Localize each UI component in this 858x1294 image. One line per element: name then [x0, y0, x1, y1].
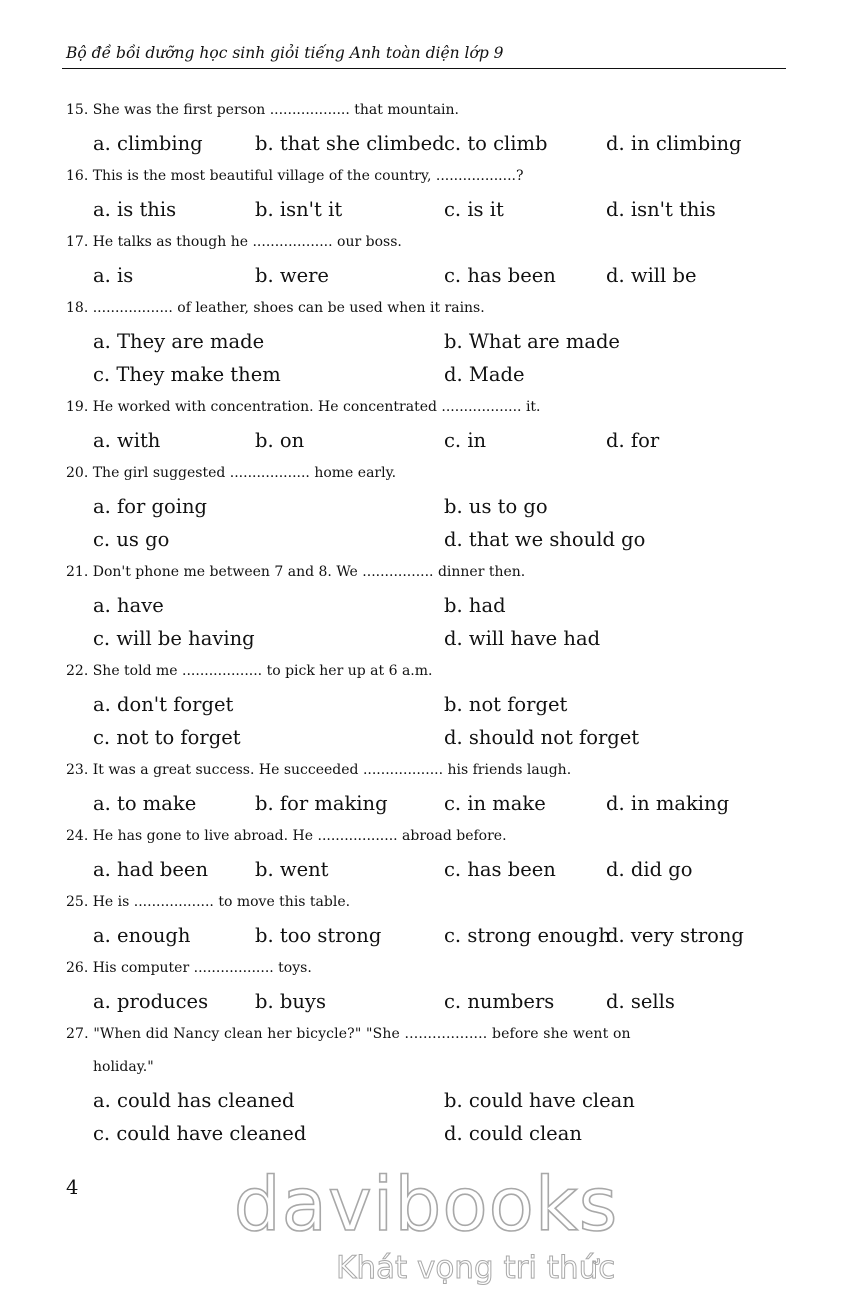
option-c: c. us go — [93, 528, 170, 551]
options-row — [66, 853, 788, 886]
question-text: 27. "When did Nancy clean her bicycle?" "She .................. before she went on — [66, 1026, 631, 1042]
options-row — [66, 127, 788, 160]
option-d: d. will be — [606, 264, 697, 287]
option-c: c. in — [444, 429, 487, 452]
option-d: d. sells — [606, 990, 675, 1013]
option-b: b. not forget — [444, 693, 568, 716]
option-b: b. isn't it — [255, 198, 343, 221]
option-c: c. could have cleaned — [93, 1122, 307, 1145]
options-row — [66, 919, 788, 952]
option-a: a. is — [93, 264, 134, 287]
option-d: d. will have had — [444, 627, 601, 650]
option-b: b. us to go — [444, 495, 548, 518]
options-row — [66, 787, 788, 820]
option-d: d. in climbing — [606, 132, 742, 155]
option-c: c. will be having — [93, 627, 255, 650]
question-text: 24. He has gone to live abroad. He .................. abroad before. — [66, 828, 507, 844]
option-b: b. on — [255, 429, 305, 452]
options-row — [66, 589, 788, 622]
option-c: c. has been — [444, 858, 556, 881]
question-text-continued: holiday." — [93, 1059, 154, 1075]
option-a: a. for going — [93, 495, 208, 518]
watermark-brand: davibooks — [233, 1162, 619, 1248]
option-b: b. that she climbed — [255, 132, 445, 155]
option-c: c. strong enough — [444, 924, 611, 947]
options-row — [66, 1084, 788, 1117]
option-a: a. climbing — [93, 132, 203, 155]
option-d: d. for — [606, 429, 660, 452]
page-number: 4 — [66, 1176, 79, 1199]
question-text: 20. The girl suggested .................. home early. — [66, 465, 397, 481]
options-row — [66, 193, 788, 226]
options-row — [66, 325, 788, 358]
option-b: b. had — [444, 594, 506, 617]
option-c: c. not to forget — [93, 726, 241, 749]
option-a: a. had been — [93, 858, 209, 881]
option-c: c. numbers — [444, 990, 555, 1013]
option-c: c. They make them — [93, 363, 281, 386]
option-a: a. have — [93, 594, 164, 617]
option-d: d. did go — [606, 858, 693, 881]
options-row — [66, 985, 788, 1018]
option-c: c. is it — [444, 198, 504, 221]
option-a: a. is this — [93, 198, 177, 221]
option-b: b. went — [255, 858, 329, 881]
option-b: b. buys — [255, 990, 326, 1013]
option-b: b. What are made — [444, 330, 620, 353]
option-d: d. in making — [606, 792, 730, 815]
question-text: 23. It was a great success. He succeeded .................. his friends laugh. — [66, 762, 572, 778]
option-d: d. isn't this — [606, 198, 716, 221]
option-d: d. very strong — [606, 924, 744, 947]
option-a: a. with — [93, 429, 161, 452]
option-c: c. in make — [444, 792, 546, 815]
option-c: c. to climb — [444, 132, 548, 155]
option-a: a. They are made — [93, 330, 265, 353]
option-a: a. to make — [93, 792, 197, 815]
question-text: 25. He is .................. to move this table. — [66, 894, 351, 910]
options-row — [66, 358, 788, 391]
options-row — [66, 721, 788, 754]
option-a: a. enough — [93, 924, 191, 947]
header-rule — [62, 68, 786, 69]
options-row — [66, 523, 788, 556]
option-d: d. Made — [444, 363, 525, 386]
options-row — [66, 424, 788, 457]
options-row — [66, 490, 788, 523]
running-header: Bộ đề bồi dưỡng học sinh giỏi tiếng Anh toàn diện lớp 9 — [66, 44, 504, 62]
option-b: b. for making — [255, 792, 388, 815]
question-text: 26. His computer .................. toys. — [66, 960, 312, 976]
question-text: 17. He talks as though he .................. our boss. — [66, 234, 402, 250]
option-a: a. could has cleaned — [93, 1089, 295, 1112]
option-b: b. could have clean — [444, 1089, 635, 1112]
option-a: a. produces — [93, 990, 209, 1013]
option-c: c. has been — [444, 264, 556, 287]
question-text: 19. He worked with concentration. He concentrated .................. it. — [66, 399, 541, 415]
option-d: d. could clean — [444, 1122, 582, 1145]
question-list — [66, 94, 788, 1150]
question-text: 18. .................. of leather, shoes can be used when it rains. — [66, 300, 485, 316]
question-text: 21. Don't phone me between 7 and 8. We ................ dinner then. — [66, 564, 526, 580]
option-b: b. were — [255, 264, 329, 287]
option-d: d. that we should go — [444, 528, 646, 551]
watermark-tagline: Khát vọng tri thức — [336, 1250, 616, 1286]
option-d: d. should not forget — [444, 726, 640, 749]
options-row — [66, 1117, 788, 1150]
option-a: a. don't forget — [93, 693, 234, 716]
question-text: 22. She told me .................. to pick her up at 6 a.m. — [66, 663, 433, 679]
question-text: 15. She was the first person .................. that mountain. — [66, 102, 459, 118]
options-row — [66, 259, 788, 292]
question-text: 16. This is the most beautiful village of the country, ..................? — [66, 168, 524, 184]
options-row — [66, 622, 788, 655]
options-row — [66, 688, 788, 721]
option-b: b. too strong — [255, 924, 382, 947]
